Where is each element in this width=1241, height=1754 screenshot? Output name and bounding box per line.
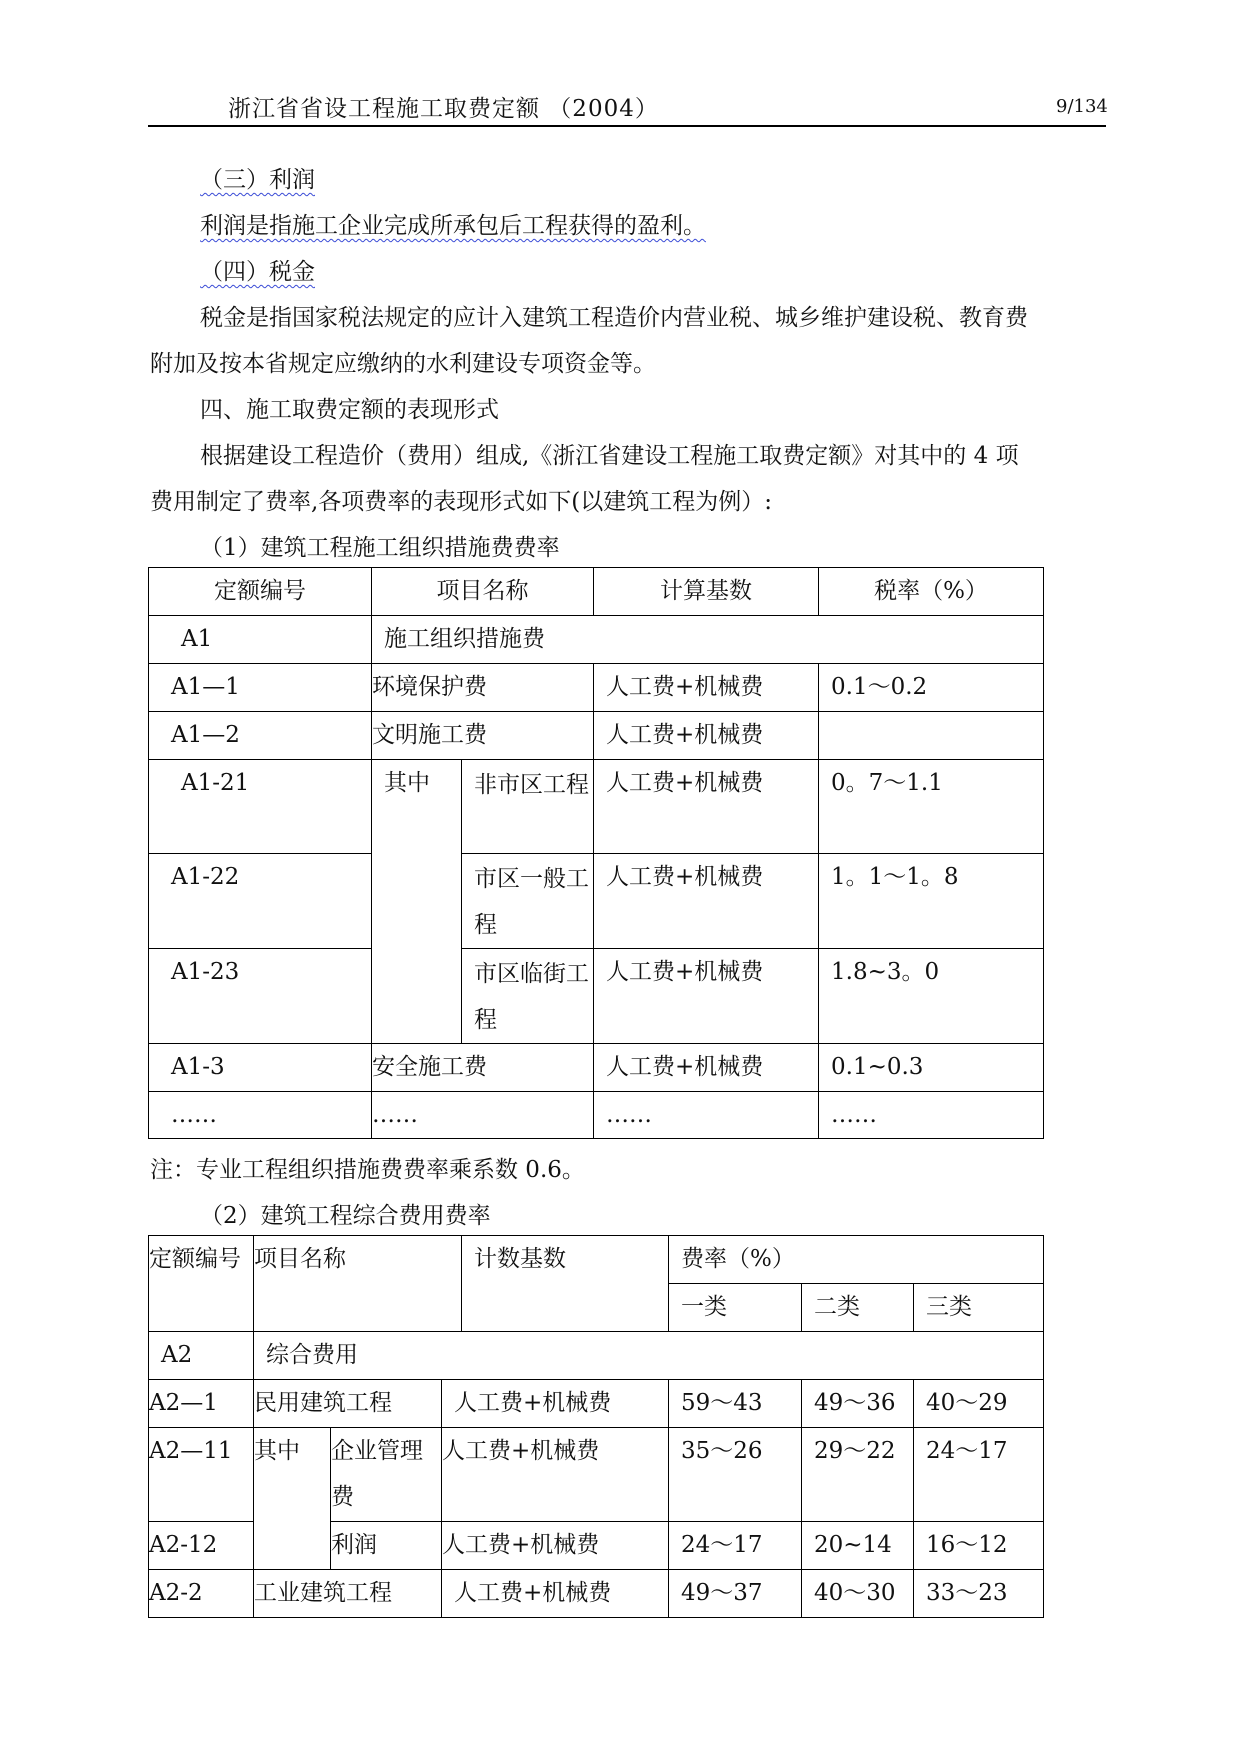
t1-base: 人工费+机械费 xyxy=(594,712,819,760)
t2-base: 人工费+机械费 xyxy=(442,1522,669,1570)
t1-rate: 0.1~0.3 xyxy=(819,1044,1044,1092)
t1-name: 市区一般工程 xyxy=(462,854,594,949)
table-row xyxy=(149,664,1044,712)
t1-base: 人工费+机械费 xyxy=(594,1044,819,1092)
table-1-caption: （1）建筑工程施工组织措施费费率 xyxy=(200,535,560,561)
t2-rate-3: 40～29 xyxy=(914,1380,1044,1428)
t1-rate: 1。1～1。8 xyxy=(819,854,1044,949)
t1-code: A1-3 xyxy=(149,1044,372,1092)
t1-code: A1 xyxy=(149,616,372,664)
table-row xyxy=(149,712,1044,760)
t1-code: A1-22 xyxy=(149,854,372,949)
part-4-body-1: 根据建设工程造价（费用）组成,《浙江省建设工程施工取费定额》对其中的 4 项 xyxy=(200,443,1019,469)
t2-header-class-3: 三类 xyxy=(914,1284,1044,1332)
t1-name: 施工组织措施费 xyxy=(372,616,1044,664)
t1-header-name: 项目名称 xyxy=(372,568,594,616)
t2-rate-2: 40～30 xyxy=(802,1570,914,1618)
table-row xyxy=(149,1570,1044,1618)
t1-group-label: 其中 xyxy=(372,760,462,1044)
t1-name: 非市区工程 xyxy=(462,760,594,854)
t1-header-code: 定额编号 xyxy=(149,568,372,616)
t2-name: 民用建筑工程 xyxy=(254,1380,442,1428)
table-row xyxy=(149,1428,1044,1522)
t1-rate xyxy=(819,712,1044,760)
t1-rate: 0。7～1.1 xyxy=(819,760,1044,854)
section-4-body-1: 税金是指国家税法规定的应计入建筑工程造价内营业税、城乡维护建设税、教育费 xyxy=(200,305,1028,331)
table-row xyxy=(149,854,1044,949)
t1-name: …… xyxy=(372,1092,594,1139)
t2-rate-2: 29～22 xyxy=(802,1428,914,1522)
table-2-caption: （2）建筑工程综合费用费率 xyxy=(200,1203,491,1229)
table-2-header-row xyxy=(149,1236,1044,1284)
t1-header-rate: 税率（%） xyxy=(819,568,1044,616)
t2-name: 利润 xyxy=(331,1522,442,1570)
t1-header-base: 计算基数 xyxy=(594,568,819,616)
t2-rate-1: 24～17 xyxy=(669,1522,802,1570)
table-row xyxy=(149,1380,1044,1428)
t1-base: 人工费+机械费 xyxy=(594,760,819,854)
t2-name: 综合费用 xyxy=(254,1332,1044,1380)
section-4-title: （四）税金 xyxy=(200,259,315,285)
header-title: 浙江省省设工程施工取费定额 （2004） xyxy=(228,96,659,122)
t1-name: 环境保护费 xyxy=(372,664,594,712)
t2-rate-2: 20~14 xyxy=(802,1522,914,1570)
table-row xyxy=(149,616,1044,664)
t2-code: A2-12 xyxy=(149,1522,254,1570)
header-rule xyxy=(148,125,1106,127)
t2-name: 工业建筑工程 xyxy=(254,1570,442,1618)
table-1 xyxy=(148,567,1044,1139)
t2-rate-2: 49～36 xyxy=(802,1380,914,1428)
t1-base: 人工费+机械费 xyxy=(594,664,819,712)
t2-rate-1: 49～37 xyxy=(669,1570,802,1618)
t1-code: …… xyxy=(149,1092,372,1139)
t2-base: 人工费+机械费 xyxy=(442,1380,669,1428)
t2-header-base: 计数基数 xyxy=(462,1236,669,1332)
t1-code: A1—2 xyxy=(149,712,372,760)
table-row xyxy=(149,760,1044,854)
t2-name: 企业管理费 xyxy=(331,1428,442,1522)
table-row xyxy=(149,1332,1044,1380)
t2-code: A2—11 xyxy=(149,1428,254,1522)
t2-code: A2—1 xyxy=(149,1380,254,1428)
t1-base: 人工费+机械费 xyxy=(594,854,819,949)
section-3-title: （三）利润 xyxy=(200,167,315,193)
table-1-header-row xyxy=(149,568,1044,616)
t1-name: 安全施工费 xyxy=(372,1044,594,1092)
t2-header-name: 项目名称 xyxy=(254,1236,462,1332)
t1-rate: 0.1～0.2 xyxy=(819,664,1044,712)
t1-name: 市区临街工程 xyxy=(462,949,594,1044)
t2-header-class-2: 二类 xyxy=(802,1284,914,1332)
t2-rate-3: 16～12 xyxy=(914,1522,1044,1570)
t2-header-code: 定额编号 xyxy=(149,1236,254,1332)
table-row xyxy=(149,1092,1044,1139)
t1-base: 人工费+机械费 xyxy=(594,949,819,1044)
t2-header-rate: 费率（%） xyxy=(669,1236,1044,1284)
section-3-body: 利润是指施工企业完成所承包后工程获得的盈利。 xyxy=(200,213,706,239)
t2-group-label: 其中 xyxy=(254,1428,331,1570)
t1-base: …… xyxy=(594,1092,819,1139)
t2-base: 人工费+机械费 xyxy=(442,1570,669,1618)
t2-rate-3: 33～23 xyxy=(914,1570,1044,1618)
t1-code: A1—1 xyxy=(149,664,372,712)
table-2 xyxy=(148,1235,1044,1618)
t2-header-class-1: 一类 xyxy=(669,1284,802,1332)
t1-name: 文明施工费 xyxy=(372,712,594,760)
part-4-body-2: 费用制定了费率,各项费率的表现形式如下(以建筑工程为例）: xyxy=(150,489,773,515)
t2-rate-1: 59～43 xyxy=(669,1380,802,1428)
t2-base: 人工费+机械费 xyxy=(442,1428,669,1522)
t1-rate: 1.8~3。0 xyxy=(819,949,1044,1044)
t1-code: A1-21 xyxy=(149,760,372,854)
page-number: 9/134 xyxy=(1056,96,1108,117)
table-1-note: 注：专业工程组织措施费费率乘系数 0.6。 xyxy=(150,1157,585,1183)
section-4-body-2: 附加及按本省规定应缴纳的水利建设专项资金等。 xyxy=(150,351,656,377)
part-4-title: 四、施工取费定额的表现形式 xyxy=(200,397,499,423)
table-row xyxy=(149,1044,1044,1092)
t1-code: A1-23 xyxy=(149,949,372,1044)
t2-rate-3: 24～17 xyxy=(914,1428,1044,1522)
t1-rate: …… xyxy=(819,1092,1044,1139)
t2-rate-1: 35～26 xyxy=(669,1428,802,1522)
table-row xyxy=(149,949,1044,1044)
t2-code: A2 xyxy=(149,1332,254,1380)
t2-code: A2-2 xyxy=(149,1570,254,1618)
